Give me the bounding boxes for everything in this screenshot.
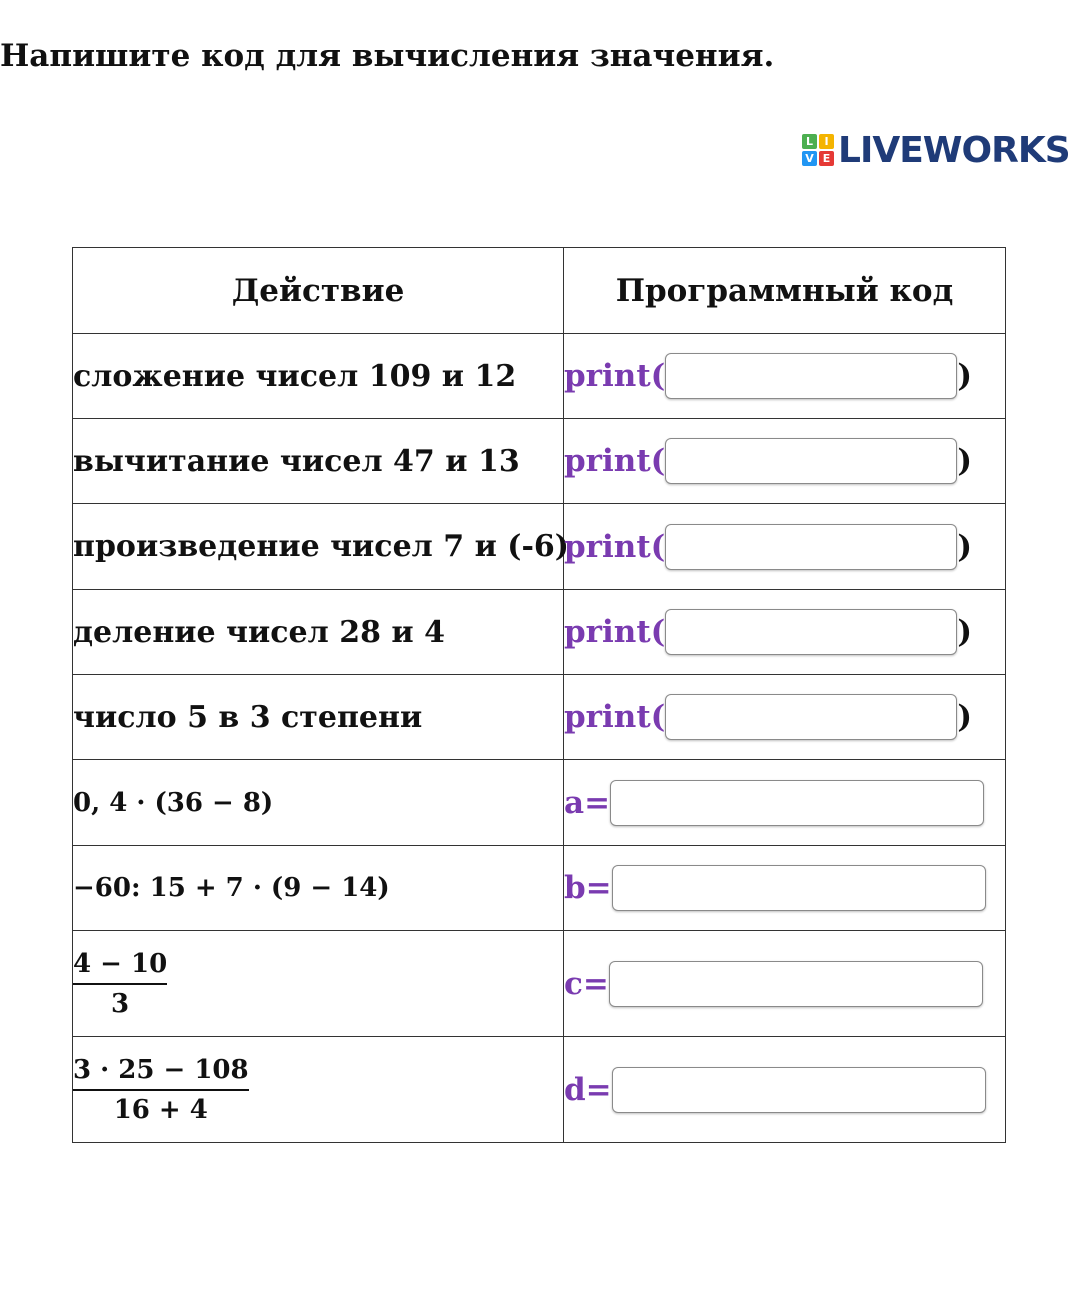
table-row xyxy=(73,419,1006,504)
fraction-numerator: 3 · 25 − 108 xyxy=(73,1055,249,1091)
answer-input-2[interactable] xyxy=(665,438,957,484)
table-row xyxy=(73,675,1006,760)
answer-input-4[interactable] xyxy=(665,609,957,655)
close-paren: ) xyxy=(957,528,972,565)
table-row xyxy=(73,760,1006,846)
logo-grid-icon xyxy=(802,134,834,166)
answer-input-5[interactable] xyxy=(665,694,957,740)
variable-label-b: b= xyxy=(564,870,612,906)
variable-label-c: c= xyxy=(564,965,609,1002)
table-row xyxy=(73,504,1006,590)
close-paren: ) xyxy=(957,443,972,479)
liveworks-logo xyxy=(802,128,1070,172)
fraction xyxy=(73,949,167,1019)
close-paren: ) xyxy=(957,699,972,735)
print-keyword: print( xyxy=(564,699,666,735)
code-cell xyxy=(564,675,1006,760)
action-cell: произведение чисел 7 и (-6) xyxy=(73,504,564,590)
expression-cell xyxy=(73,931,564,1037)
print-keyword: print( xyxy=(564,528,666,565)
code-cell xyxy=(564,590,1006,675)
answer-input-c[interactable] xyxy=(609,961,983,1007)
header-action: Действие xyxy=(73,248,564,334)
answer-input-1[interactable] xyxy=(665,353,957,399)
action-cell: сложение чисел 109 и 12 xyxy=(73,334,564,419)
logo-cell-v: V xyxy=(802,151,817,166)
variable-label-a: a= xyxy=(564,784,611,821)
fraction-denominator: 3 xyxy=(111,988,130,1019)
action-cell: вычитание чисел 47 и 13 xyxy=(73,419,564,504)
close-paren: ) xyxy=(957,614,972,650)
logo-cell-l: L xyxy=(802,134,817,149)
answer-input-d[interactable] xyxy=(612,1067,986,1113)
table-row xyxy=(73,334,1006,419)
fraction xyxy=(73,1055,249,1125)
print-keyword: print( xyxy=(564,614,666,650)
logo-cell-i: I xyxy=(819,134,834,149)
code-cell xyxy=(564,760,1006,846)
code-cell xyxy=(564,846,1006,931)
variable-label-d: d= xyxy=(564,1071,612,1108)
table-row xyxy=(73,1037,1006,1143)
table-row xyxy=(73,590,1006,675)
code-cell xyxy=(564,1037,1006,1143)
print-keyword: print( xyxy=(564,443,666,479)
expression-cell: −60: 15 + 7 · (9 − 14) xyxy=(73,846,564,931)
task-table xyxy=(72,247,1006,1143)
code-cell xyxy=(564,504,1006,590)
logo-text: LIVEWORKS xyxy=(838,129,1070,171)
action-cell: число 5 в 3 степени xyxy=(73,675,564,760)
answer-input-3[interactable] xyxy=(665,524,957,570)
fraction-denominator: 16 + 4 xyxy=(113,1094,208,1125)
table-row xyxy=(73,846,1006,931)
answer-input-b[interactable] xyxy=(612,865,986,911)
logo-cell-e: E xyxy=(819,151,834,166)
code-cell xyxy=(564,931,1006,1037)
fraction-numerator: 4 − 10 xyxy=(73,949,167,985)
instruction-title: Напишите код для вычисления значения. xyxy=(0,38,775,74)
table-row xyxy=(73,931,1006,1037)
code-cell xyxy=(564,419,1006,504)
answer-input-a[interactable] xyxy=(610,780,984,826)
code-cell xyxy=(564,334,1006,419)
expression-cell: 0, 4 · (36 − 8) xyxy=(73,760,564,846)
action-cell: деление чисел 28 и 4 xyxy=(73,590,564,675)
header-code: Программный код xyxy=(564,248,1006,334)
print-keyword: print( xyxy=(564,358,666,394)
close-paren: ) xyxy=(957,358,972,394)
expression-cell xyxy=(73,1037,564,1143)
